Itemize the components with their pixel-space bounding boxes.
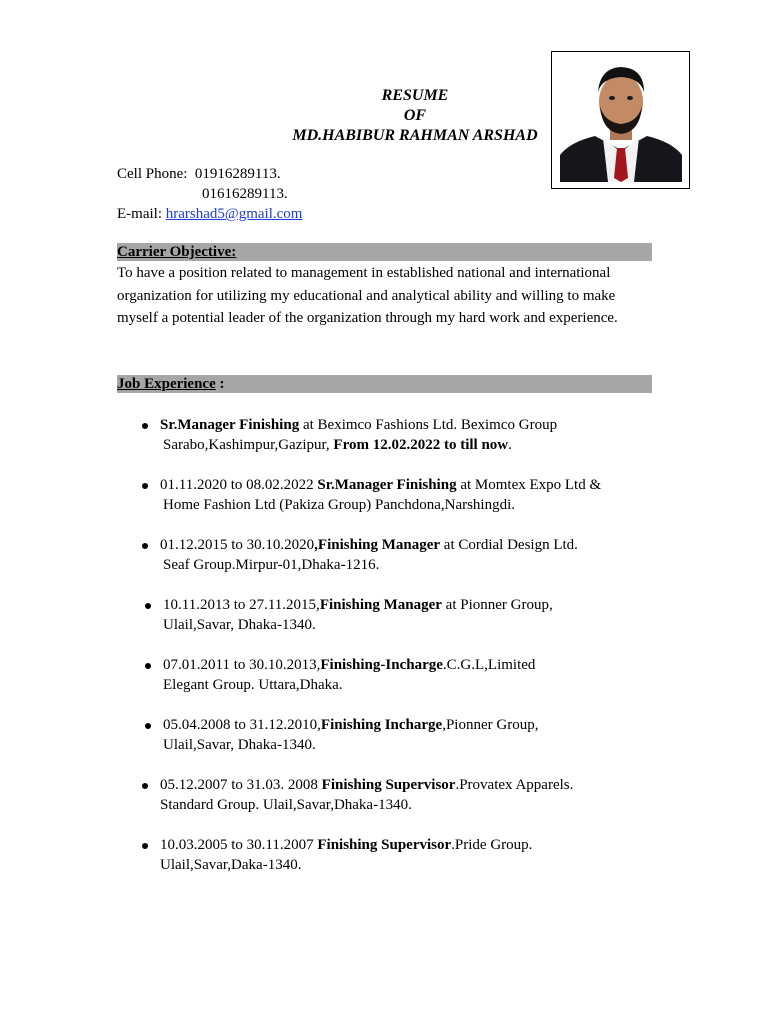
experience-heading-text: Job Experience bbox=[117, 376, 216, 392]
phone-row bbox=[117, 164, 302, 184]
job-location: Seaf Group.Mirpur-01,Dhaka-1216. bbox=[163, 557, 380, 573]
title-line-resume: RESUME bbox=[381, 87, 449, 104]
job-line-2-end: . bbox=[508, 437, 512, 453]
job-line-1 bbox=[160, 477, 601, 493]
job-title: Finishing Supervisor bbox=[317, 837, 452, 853]
job-dates: 01.11.2020 to 08.02.2022 bbox=[160, 477, 318, 493]
job-line-2 bbox=[163, 675, 535, 695]
bullet-icon bbox=[142, 843, 148, 849]
job-company: .Provatex Apparels. bbox=[455, 777, 574, 793]
email-label: E-mail: bbox=[117, 206, 162, 222]
job-line-2 bbox=[163, 555, 578, 575]
email-link[interactable]: hrarshad5@gmail.com bbox=[165, 206, 303, 222]
job-line-1 bbox=[160, 777, 573, 793]
objective-text: To have a position related to management in established national and international organization for utilizing my educational and analytical ability and willing to make myself a potential leader of the organization through my hard work and experience. bbox=[117, 265, 618, 326]
job-company: at Cordial Design Ltd. bbox=[440, 537, 578, 553]
phone-label: Cell Phone: bbox=[117, 166, 188, 182]
job-dates: 10.03.2005 to 30.11.2007 bbox=[160, 837, 318, 853]
job-item bbox=[160, 775, 573, 815]
job-line-1 bbox=[163, 657, 535, 673]
job-company: ,Pionner Group, bbox=[442, 717, 539, 733]
job-company: at Momtex Expo Ltd & bbox=[456, 477, 602, 493]
person-portrait-icon bbox=[560, 60, 682, 182]
job-dates: 01.12.2015 to 30.10.2020 bbox=[160, 537, 315, 553]
bullet-icon bbox=[145, 603, 151, 609]
job-dates: 05.12.2007 to 31.03. 2008 bbox=[160, 777, 322, 793]
job-title: Finishing-Incharge bbox=[320, 657, 443, 673]
job-line-1 bbox=[160, 837, 532, 853]
job-period: From 12.02.2022 to till now bbox=[333, 437, 509, 453]
bullet-icon bbox=[142, 783, 148, 789]
job-location: Ulail,Savar, Dhaka-1340. bbox=[163, 737, 316, 753]
job-line-1 bbox=[163, 597, 553, 613]
bullet-icon bbox=[142, 483, 148, 489]
email-row bbox=[117, 204, 302, 224]
job-company: .Pride Group. bbox=[451, 837, 533, 853]
job-dates: 10.11.2013 to 27.11.2015, bbox=[163, 597, 320, 613]
job-dates: 05.04.2008 to 31.12.2010, bbox=[163, 717, 321, 733]
job-location: Ulail,Savar,Daka-1340. bbox=[160, 857, 302, 873]
job-line-2 bbox=[163, 435, 557, 455]
job-item bbox=[160, 415, 557, 455]
job-line-2 bbox=[163, 735, 538, 755]
job-line-1 bbox=[160, 537, 578, 553]
objective-heading bbox=[117, 243, 652, 261]
job-item bbox=[163, 595, 553, 635]
job-company: at Beximco Fashions Ltd. Beximco Group bbox=[299, 417, 558, 433]
title-line-name: MD.HABIBUR RAHMAN ARSHAD bbox=[292, 127, 538, 144]
phone-number-1: 01916289113. bbox=[194, 166, 281, 182]
phone-row-2 bbox=[117, 184, 302, 204]
phone-number-2: 01616289113. bbox=[202, 186, 288, 202]
bullet-icon bbox=[145, 723, 151, 729]
job-line-2 bbox=[160, 855, 532, 875]
profile-photo bbox=[551, 51, 690, 189]
job-location: Home Fashion Ltd (Pakiza Group) Panchdona,Narshingdi. bbox=[163, 497, 516, 513]
job-title: Finishing Incharge bbox=[320, 717, 443, 733]
job-company: .C.G.L,Limited bbox=[442, 657, 536, 673]
job-title: Finishing Supervisor bbox=[321, 777, 456, 793]
title-line-of: OF bbox=[403, 107, 427, 124]
bullet-icon bbox=[142, 543, 148, 549]
job-item bbox=[163, 655, 535, 695]
experience-heading-colon: : bbox=[215, 376, 225, 392]
job-title: Finishing Manager bbox=[319, 597, 442, 613]
job-item bbox=[160, 475, 601, 515]
job-location: Elegant Group. Uttara,Dhaka. bbox=[163, 677, 343, 693]
job-line-2 bbox=[163, 495, 601, 515]
job-line-2 bbox=[160, 795, 573, 815]
job-company: at Pionner Group, bbox=[441, 597, 553, 613]
job-title: ,Finishing Manager bbox=[314, 537, 441, 553]
job-line-1 bbox=[160, 417, 557, 433]
job-item bbox=[160, 835, 532, 875]
bullet-icon bbox=[142, 423, 148, 429]
job-title: Sr.Manager Finishing bbox=[317, 477, 457, 493]
job-location: Sarabo,Kashimpur,Gazipur, bbox=[163, 437, 334, 453]
experience-heading bbox=[117, 375, 652, 393]
job-line-2 bbox=[163, 615, 553, 635]
objective-heading-text: Carrier Objective: bbox=[117, 244, 237, 260]
job-title: Sr.Manager Finishing bbox=[160, 417, 300, 433]
job-line-1 bbox=[163, 717, 538, 733]
job-location: Standard Group. Ulail,Savar,Dhaka-1340. bbox=[160, 797, 412, 813]
job-location: Ulail,Savar, Dhaka-1340. bbox=[163, 617, 316, 633]
job-item bbox=[163, 715, 538, 755]
job-item bbox=[160, 535, 578, 575]
job-dates: 07.01.2011 to 30.10.2013, bbox=[163, 657, 321, 673]
contact-info bbox=[117, 164, 302, 224]
bullet-icon bbox=[145, 663, 151, 669]
resume-title bbox=[250, 86, 580, 146]
